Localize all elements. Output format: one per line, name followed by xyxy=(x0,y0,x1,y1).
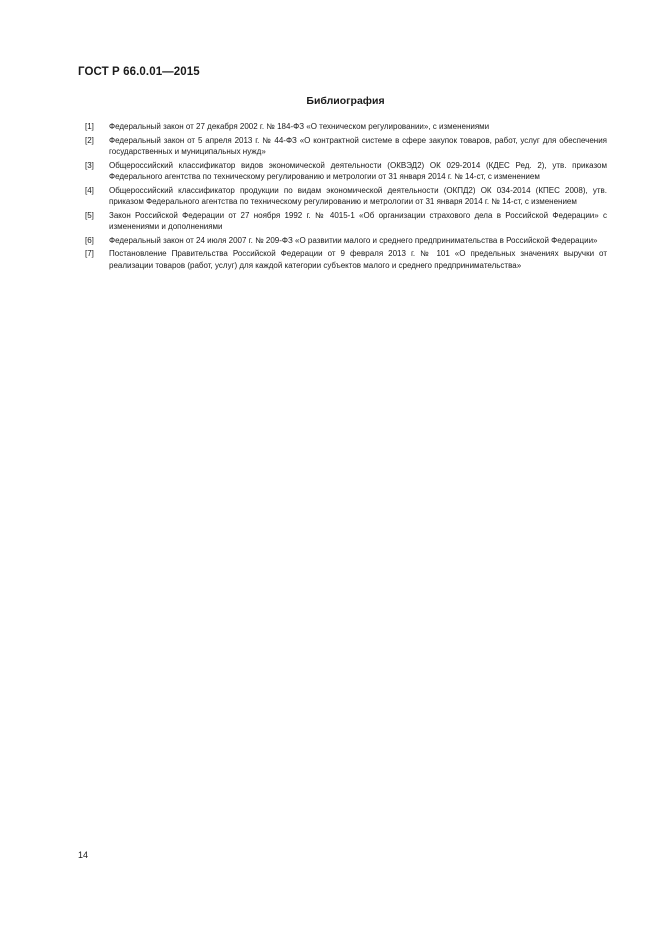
page-number: 14 xyxy=(78,850,89,860)
entry-text: Федеральный закон от 24 июля 2007 г. № 209-ФЗ «О развитии малого и среднего предпринимательства в Российской Федерации» xyxy=(109,235,598,245)
bibliography-entry xyxy=(85,248,607,271)
entry-text: Постановление Правительства Российской Федерации от 9 февраля 2013 г. № 101 «О предельных значениях выручки от реализации товаров (работ, услуг) для каждой категории субъектов малого и среднего предпринимательства» xyxy=(109,249,607,270)
entry-text: Федеральный закон от 5 апреля 2013 г. № 44-ФЗ «О контрактной системе в сфере закупок товаров, работ, услуг для обеспечения государственных и муниципальных нужд» xyxy=(109,135,607,156)
bibliography-entry xyxy=(85,160,607,183)
entry-text: Общероссийский классификатор продукции по видам экономической деятельности (ОКПД2) ОК 034-2014 (КПЕС 2008), утв. приказом Федерального агентства по техническому регулированию и метрологии от 31 января 2014 г. № 14-ст, с изменением xyxy=(109,185,607,206)
entry-number: [6] xyxy=(85,235,94,245)
bibliography-list xyxy=(85,121,607,273)
entry-number: [4] xyxy=(85,185,94,195)
bibliography-entry xyxy=(85,210,607,233)
entry-number: [7] xyxy=(85,249,94,258)
bibliography-entry xyxy=(85,121,607,133)
document-code-header: ГОСТ Р 66.0.01—2015 xyxy=(78,66,200,78)
bibliography-entry xyxy=(85,235,607,247)
bibliography-entry xyxy=(85,135,607,158)
entry-text: Закон Российской Федерации от 27 ноября 1992 г. № 4015-1 «Об организации страхового дела в Российской Федерации» с изменениями и дополнениями xyxy=(109,210,607,231)
bibliography-title: Библиография xyxy=(306,95,385,107)
entry-text: Общероссийский классификатор видов экономической деятельности (ОКВЭД2) ОК 029-2014 (КДЕС Ред. 2), утв. приказом Федерального агентства по техническому регулированию и метрологии от 31 января 2014 г. № 14-ст, с изменением xyxy=(109,160,607,181)
entry-number: [3] xyxy=(85,160,94,170)
entry-text: Федеральный закон от 27 декабря 2002 г. № 184-ФЗ «О техническом регулировании», с изменениями xyxy=(109,122,490,131)
entry-number: [2] xyxy=(85,135,94,145)
entry-number: [1] xyxy=(85,122,94,131)
bibliography-entry xyxy=(85,185,607,208)
entry-number: [5] xyxy=(85,210,94,220)
